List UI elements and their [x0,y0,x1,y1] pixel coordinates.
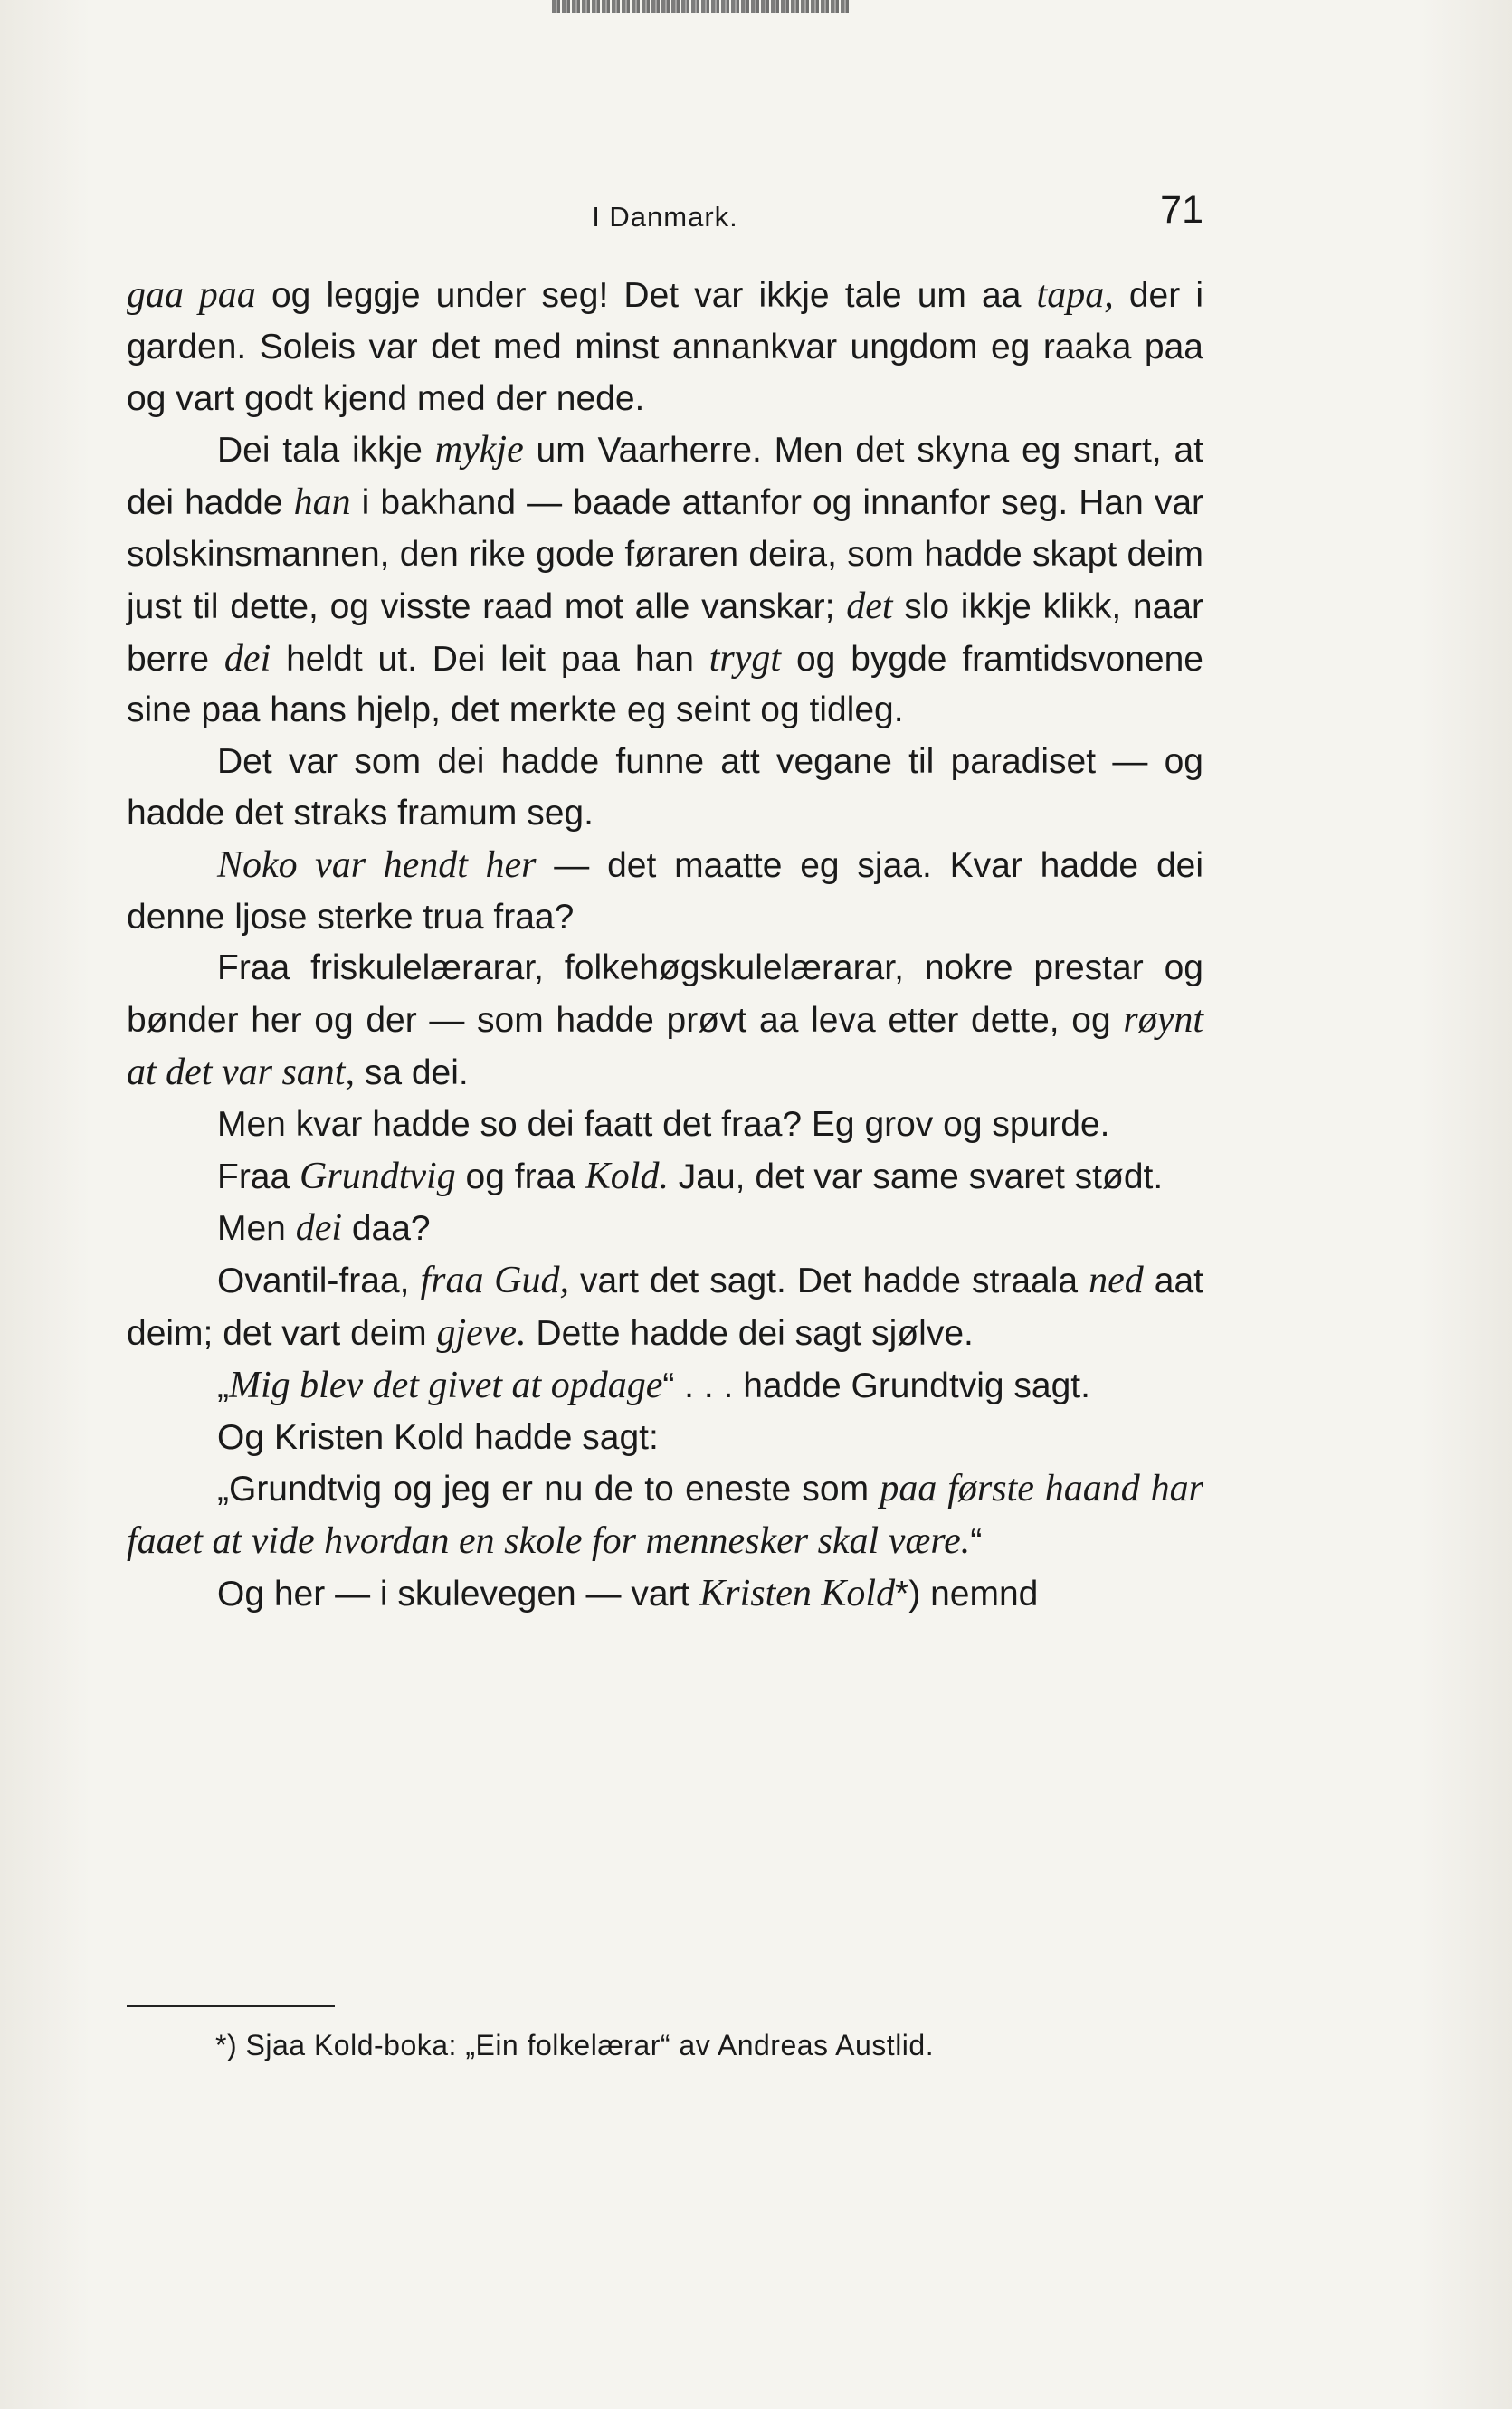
paragraph [127,270,1203,424]
paragraph [127,737,1203,840]
text-run: Og her — i skulevegen — vart [217,1574,700,1614]
italic-text: paa første haand har faaet at vide hvordan en skole for mennesker skal være. [127,1468,1204,1563]
italic-text: fraa Gud, [420,1260,569,1302]
italic-text: dei [223,637,271,680]
paragraph [127,1360,1203,1413]
text-run: sa dei. [354,1052,469,1092]
paragraph [127,1568,1203,1621]
text-run: um Vaarherre. Men det skyna eg snart, at dei hadde [127,431,1203,523]
paragraph [127,1100,1203,1151]
paragraph [127,840,1203,944]
text-run: Fraa friskulelærarar, folkehøgskulelærarar, nokre prestar og bønder her og der — som hadde prøvt aa leva etter dette, og [127,948,1203,1041]
text-run: Det var som dei hadde funne att vegane til paradiset — og hadde det straks framum seg. [127,742,1203,833]
italic-text: Noko var hendt her [217,843,537,886]
text-run: Ovantil-fraa, [217,1262,421,1301]
text-run: Men [217,1209,296,1249]
italic-text: det [846,585,893,627]
italic-text: Mig blev det givet at opdage [229,1364,663,1406]
text-run: der i garden. Soleis var det med minst annankvar ungdom eg raaka paa og vart godt kjend med der nede. [127,276,1204,418]
text-run: Dei tala ikkje [217,431,435,471]
text-run: i bakhand — baade attanfor og innanfor seg. Han var solskinsmannen, den rike gode føraren deira, som hadde skapt deim just til dette, og visste raad mot alle vanskar; [127,483,1203,626]
text-run: “ [970,1522,983,1562]
paragraph [127,1255,1203,1360]
paragraph [127,1151,1203,1204]
italic-text: Grundtvig [300,1155,456,1197]
text-run: og fraa [455,1157,585,1196]
text-run: Fraa [217,1157,300,1196]
paragraph [127,1413,1203,1464]
text-run: Og Kristen Kold hadde sagt: [217,1417,659,1457]
text-run: Jau, det var same svaret stødt. [668,1157,1164,1196]
text-run: — det maatte eg sjaa. Kvar hadde dei denne ljose sterke trua fraa? [127,845,1203,937]
text-run: og bygde framtidsvonene sine paa hans hjelp, det merkte eg seint og tidleg. [127,639,1203,730]
footnote-rule [127,2005,335,2007]
text-run: slo ikkje klikk, naar berre [127,586,1203,679]
footnote: *) Sjaa Kold-boka: „Ein folkelærar“ av Andreas Austlid. [215,2029,935,2061]
page-header [127,188,1203,243]
text-run: „ [217,1366,229,1405]
body-text [127,270,1203,1621]
italic-text: ned [1089,1260,1144,1302]
italic-text: gaa paa [127,274,256,316]
text-run: og leggje under seg! Det var ikkje tale um aa [255,276,1037,315]
text-run: vart det sagt. Det hadde straala [568,1262,1089,1301]
italic-text: gjeve. [436,1311,527,1354]
italic-text: dei [295,1207,343,1250]
page-number: 71 [1160,188,1203,232]
text-run: daa? [342,1209,431,1249]
italic-text: trygt [708,637,782,680]
text-run: Dette hadde dei sagt sjølve. [526,1313,974,1353]
paragraph [127,1203,1203,1255]
italic-text: røynt at det var sant, [127,999,1203,1093]
italic-text: Kold. [585,1155,669,1197]
text-run: *) nemnd [895,1574,1039,1614]
italic-text: tapa, [1036,274,1114,316]
text-run: aat deim; det vart deim [127,1262,1203,1353]
scan-edge-mark [552,0,851,13]
paragraph [127,424,1203,737]
text-run: Men kvar hadde so dei faatt det fraa? Eg grov og spurde. [217,1104,1110,1144]
paragraph [127,943,1203,1099]
italic-text: han [293,481,351,524]
text-run: heldt ut. Dei leit paa han [271,639,709,679]
italic-text: Kristen Kold [699,1572,896,1614]
text-run: “ . . . hadde Grundtvig sagt. [662,1366,1090,1405]
paragraph [127,1463,1203,1568]
italic-text: mykje [434,429,524,471]
running-head: I Danmark. [592,201,738,233]
text-run: „Grundtvig og jeg er nu de to eneste som [217,1470,880,1509]
